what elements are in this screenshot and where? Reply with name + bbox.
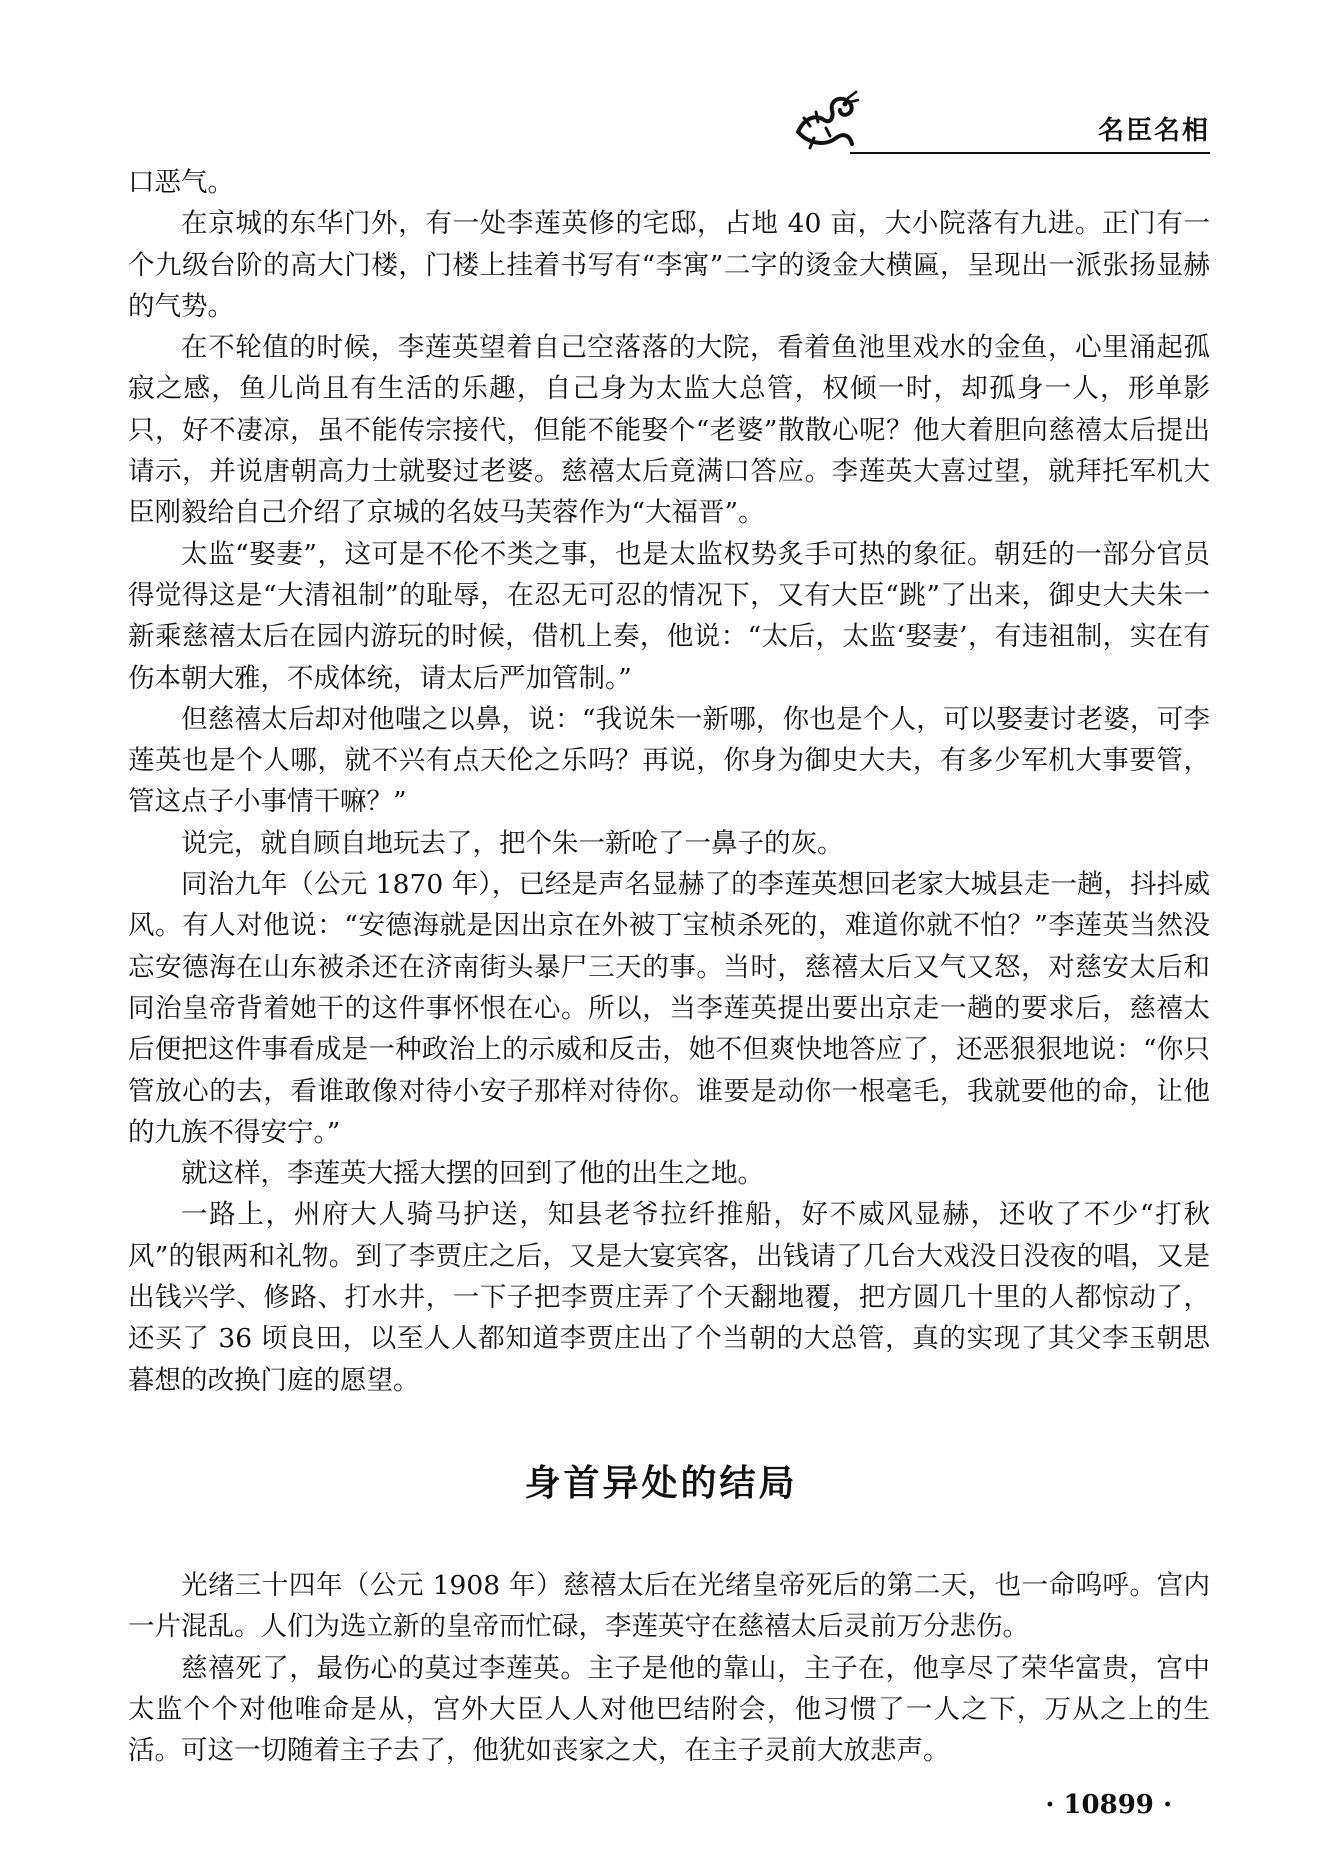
main-text bbox=[128, 162, 1210, 1401]
paragraph: 一路上，州府大人骑马护送，知县老爷拉纤推船，好不威风显赫，还收了不少“打秋风”的银两和礼物。到了李贾庄之后，又是大宴宾客，出钱请了几台大戏没日没夜的唱，又是出钱兴学、修路、打水井，一下子把李贾庄弄了个天翻地覆，把方圆几十里的人都惊动了，还买了 36 顷良田，以至人人都知道李贾庄出了个当朝的大总管，真的实现了其父李玉朝思暮想的改换门庭的愿望。 bbox=[128, 1199, 1210, 1396]
paragraph: 慈禧死了，最伤心的莫过李莲英。主子是他的靠山，主子在，他享尽了荣华富贵，宫中太监个个对他唯命是从，宫外大臣人人对他巴结附会，他习惯了一人之下，万从之上的生活。可这一切随着主子去了，他犹如丧家之犬，在主子灵前大放悲声。 bbox=[128, 1652, 1210, 1767]
paragraph: 在不轮值的时候，李莲英望着自己空落落的大院，看着鱼池里戏水的金鱼，心里涌起孤寂之感，鱼儿尚且有生活的乐趣，自己身为太监大总管，权倾一时，却孤身一人，形单影只，好不凄凉，虽不能传宗接代，但能不能娶个“老婆”散散心呢？他大着胆向慈禧太后提出请示，并说唐朝高力士就娶过老婆。慈禧太后竟满口答应。李莲英大喜过望，就拜托军机大臣刚毅给自己介绍了京城的名妓马芙蓉作为“大福晋”。 bbox=[128, 332, 1210, 529]
paragraph: 光绪三十四年（公元 1908 年）慈禧太后在光绪皇帝死后的第二天，也一命呜呼。宫内一片混乱。人们为选立新的皇帝而忙碌，李莲英守在慈禧太后灵前万分悲伤。 bbox=[128, 1570, 1210, 1643]
paragraph: 说完，就自顾自地玩去了，把个朱一新呛了一鼻子的灰。 bbox=[181, 827, 844, 859]
paragraph: 口恶气。 bbox=[128, 167, 234, 198]
paragraph: 但慈禧太后却对他嗤之以鼻，说：“我说朱一新哪，你也是个人，可以娶妻讨老婆，可李莲英也是个人哪，就不兴有点天伦之乐吗？再说，你身为御史大夫，有多少军机大事要管，管这点子小事情干嘛？” bbox=[128, 703, 1210, 818]
paragraph: 太监“娶妻”，这可是不伦不类之事，也是太监权势炙手可热的象征。朝廷的一部分官员得觉得这是“大清祖制”的耻辱，在忍无可忍的情况下，又有大臣“跳”了出来，御史大夫朱一新乘慈禧太后在园内游玩的时候，借机上奏，他说：“太后，太监‘娶妻’，有违祖制，实在有伤本朝大雅，不成体统，请太后严加管制。” bbox=[128, 538, 1210, 694]
paragraph: 在京城的东华门外，有一处李莲英修的宅邸，占地 40 亩，大小院落有九进。正门有一个九级台阶的高大门楼，门楼上挂着书写有“李寓”二字的烫金大横匾，呈现出一派张扬显赫的气势。 bbox=[128, 208, 1210, 322]
page-number: · 10899 · bbox=[1045, 1790, 1172, 1820]
running-head-title: 名臣名相 bbox=[1097, 116, 1210, 146]
paragraph: 同治九年（公元 1870 年），已经是声名显赫了的李莲英想回老家大城县走一趟，抖抖威风。有人对他说：“安德海就是因出京在外被丁宝桢杀死的，难道你就不怕？”李莲英当然没忘安德海在山东被杀还在济南街头暴尸三天的事。当时，慈禧太后又气又怒，对慈安太后和同治皇帝背着她干的这件事怀恨在心。所以，当李莲英提出要出京走一趟的要求后，慈禧太后便把这件事看成是一种政治上的示威和反击，她不但爽快地答应了，还恶狠狠地说：“你只管放心的去，看谁敢像对待小安子那样对待你。谁要是动你一根毫毛，我就要他的命，让他的九族不得安宁。” bbox=[128, 869, 1210, 1148]
paragraph: 就这样，李莲英大摇大摆的回到了他的出生之地。 bbox=[181, 1158, 764, 1190]
dragon-emblem-icon bbox=[790, 88, 860, 154]
section-text bbox=[128, 1565, 1210, 1771]
running-head bbox=[790, 88, 1210, 158]
header-divider bbox=[850, 152, 1210, 154]
section-heading: 身首异处的结局 bbox=[524, 1463, 798, 1504]
